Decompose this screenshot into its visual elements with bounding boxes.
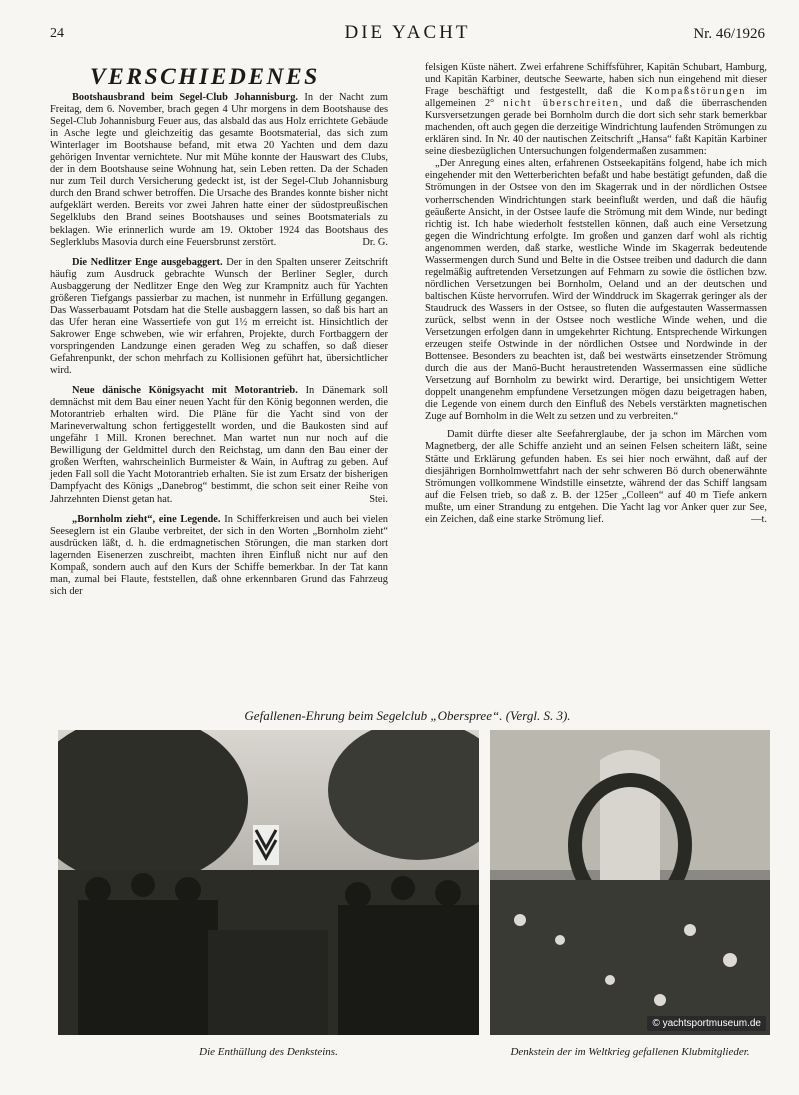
left-column [50, 62, 388, 598]
page-number: 24 [50, 26, 64, 41]
magazine-title: DIE YACHT [344, 22, 471, 43]
emphasis: Kompaßstörungen [645, 86, 746, 98]
museum-credit: © yachtsportmuseum.de [647, 1016, 766, 1031]
photo-section-title: Gefallenen-Ehrung beim Segelclub „Oberspree“. (Vergl. S. 3). [244, 708, 571, 723]
right-photo-caption: Denkstein der im Weltkrieg gefallenen Klubmitglieder. [510, 1046, 750, 1058]
article-heading: Die Nedlitzer Enge ausgebaggert. [72, 256, 223, 268]
article-signature: Dr. G. [362, 236, 388, 248]
article-signature: —t. [751, 513, 767, 525]
page-header [50, 22, 765, 44]
article-paragraph [50, 257, 388, 377]
article-heading: Neue dänische Königsyacht mit Motorantrieb. [72, 385, 298, 397]
article-heading: „Bornholm zieht“, eine Legende. [72, 513, 221, 525]
article-paragraph [50, 385, 388, 505]
article-heading: Bootshausbrand beim Segel-Club Johannisburg. [72, 92, 299, 103]
article-body: In der Nacht zum Freitag, dem 6. November, brach gegen 4 Uhr morgens in dem Bootshause des Segel-Club Johannisburg Feuer aus, das alsbald das aus Holz errichtete Gebäude in Asche legte und gleichzeitig das gesamte Bootsmaterial, das sich zum Winterlager im Bootshause befand, mit etwa 20 Yachten und dem dazu gehörigen Inventar vernichtete. Nur mit Mühe konnte der Hauswart des Clubs, der in dem Bootshause seine Wohnung hat, sein Leben retten. Da der Schaden nur zum Teil durch Versicherung gedeckt ist, ist der Segel-Club Johannisburg durch den Brand schwer betroffen. Die Ursache des Brandes konnte bisher nicht aufgeklärt werden. Bereits vor zwei Jahren hatte einer der südostpreußischen Segelklubs den Brand seines Bootshauses und seines Bootsmaterials zu beklagen. Wie erinnerlich wurde am 19. Oktober 1924 das Bootshaus des Seglerklubs Masovia durch eine Feuersbrunst zerstört. [50, 92, 388, 248]
article-body: In Dänemark soll demnächst mit dem Bau einer neuen Yacht für den König begonnen werden, die Motorantrieb erhalten wird. Die Pläne für die Yacht sind von der Marineverwaltung schon fertiggestellt worden, und die Baukosten sind auf ungefähr 1 Mill. Kronen berechnet. Man wartet nun nur noch auf die Bewilligung der Geldmittel durch den Reichstag, um dann den Bau einer der großen Werften, wahrscheinlich Burmeister & Wain, in Auftrag zu geben. Auf jeden Fall soll die Yacht Motorantrieb erhalten. Sie ist zum Ersatz der bisherigen Dampfyacht des Königs „Danebrog“ bestimmt, die schon seit einer Reihe von Jahrzehnten Dienst getan hat. [50, 385, 388, 505]
left-photo-caption: Die Enthüllung des Denksteins. [199, 1046, 338, 1058]
article-body: Der in den Spalten unserer Zeitschrift häufig zum Ausdruck gebrachte Wunsch der Berliner Segler, durch Ausbaggerung der Nedlitzer Enge den Weg zur Krampnitz auch für Yachten größeren Tiefgangs passierbar zu machen, ist nunmehr in Erfüllung gegangen. Das Wasserbauamt Potsdam hat die Stelle ausbaggern lassen, so daß bis hart an das Ufer heran eine Wassertiefe von gut 1½ m erreicht ist. Hinsichtlich der Sakrower Enge schweben, wie wir erfahren, Projekte, durch Fortbaggern der vorspringenden Landzunge einen geraden Weg zu schaffen, so daß dieser Gefahrenpunkt, der schon mehrfach zu Kollisionen geführt hat, übersichtlicher wird. [50, 256, 389, 377]
emphasis: nicht überschreiten [503, 98, 620, 110]
issue-number: Nr. 46/1926 [693, 26, 765, 42]
section-title: VERSCHIEDENES [90, 64, 320, 90]
closing-paragraph: Damit dürfte dieser alte Seefahrerglaube, der ja schon im Märchen vom Magnetberg, der alle Schiffe anzieht und an seinen Felsen scheitern läßt, seine Stätte und Erklärung gefunden haben. Es sei hier noch erwähnt, daß auf der diesjährigen Bornholmwettfahrt nach der sehr schweren Bö durch obenerwähnte Strömungen vollkommene Windstille einsetzte, während der das Schiff langsam auf die Felsen trieb, so daß z. B. der 125er „Colleen“ auf 40 m Tiefe ankern mußte, um einer Strandung zu entgehen. Die Yacht lag vor Anker quer zur See, ein Zeichen, daß eine starke Strömung lief. —t. [425, 429, 767, 525]
article-paragraph [50, 514, 388, 598]
right-column [425, 62, 767, 526]
article-body: In Schifferkreisen und auch bei vielen Seeseglern ist ein Glaube verbreitet, der sich in den Worten „Bornholm zieht“ ausdrücken läßt, d. h. die erdmagnetischen Störungen, die man starken dort lagernden Eisenerzen zuschreibt, machten ihren Einfluß nicht nur auf den Kompaß, sondern auch auf den Kurs der Schiffe bemerkbar. In der Tat kann man, zumal bei Flaute, feststellen, daß ohne erkennbaren Grund das Fahrzeug sich der [50, 513, 388, 597]
article-signature: Stei. [369, 493, 388, 505]
memorial-stone-photo [490, 730, 770, 1035]
unveiling-photo [58, 730, 479, 1035]
quote-paragraph: „Der Anregung eines alten, erfahrenen Ostseekapitäns folgend, habe ich mich eingehender mit den Wetterberichten befaßt und habe bestätigt gefunden, daß die Strömungen in der Ostsee von den im Skagerrak und in der nördlichen Ostsee vorherrschenden Windrichtungen stark beeinflußt werden, und daß die häufig geäußerte Ansicht, in der Ostsee laufe die Strömung mit dem Winde, nur bedingt richtig ist. Ich habe wiederholt feststellen können, daß auch eine Versetzung gegen die Windrichtung erfolgte. Im großen und ganzen darf wohl als richtig angenommen werden, daß starke, westliche Winde im Skagerrak bedeutende Wassermengen durch Sund und Belte in die Ostsee treiben und dadurch die dann regelmäßig auftretenden Versetzungen auf Fehmarn zu sowie die östlichen bzw. nördlichen Versetzungen bei Bornholm, Oeland und an der deutschen und baltischen Küste hervorrufen. Wird der Winddruck im Skagerrak geringer als der Staudruck des Wassers in der Ostsee, so fluten die aufgestauten Wassermassen zurück, selbst wenn in der Ostsee noch westliche Winde wehen, und die Versetzungen erfolgen dann in umgekehrter Richtung. Entsprechende Wirkungen erzeugen steife Ostwinde in der nördlichen Ostsee und Nordwinde in der Bottensee. Besonders zu beachten ist, daß bei westwärts einsetzender Strömung durch die aus der Manö-Bucht heraustretenden Wassermassen eine südliche Versetzung auf Bornholm zu bewirkt wird. Derartige, bei unsichtigem Wetter doppelt unangenehm empfundene Versetzungen mögen dazu beigetragen haben, die Legende von einem durch den Einfluß des Nebels verstärkten magnetischen Zuge auf Bornholm in die Welt zu setzen und zu verbreiten.“ [425, 158, 767, 423]
continued-paragraph: felsigen Küste nähert. Zwei erfahrene Schiffsführer, Kapitän Schubart, Hamburg, und Kapitän Karbiner, deutsche Seewarte, haben sich nun eingehend mit dieser Frage beschäftigt und festgestellt, daß die Kompaßstörungen im allgemeinen 2° nicht überschreiten, und daß die überraschenden Kursversetzungen gerade bei Bornholm durch die dort sich sehr stark bemerkbar machenden, oft auch gegen die derzeitige Windrichtung laufenden Strömungen zu erklären sind. In Nr. 40 der nautischen Zeitschrift „Hansa“ faßt Kapitän Karbiner seine diesbezüglichen Untersuchungen folgendermaßen zusammen: [425, 62, 767, 158]
article-paragraph [50, 92, 388, 249]
